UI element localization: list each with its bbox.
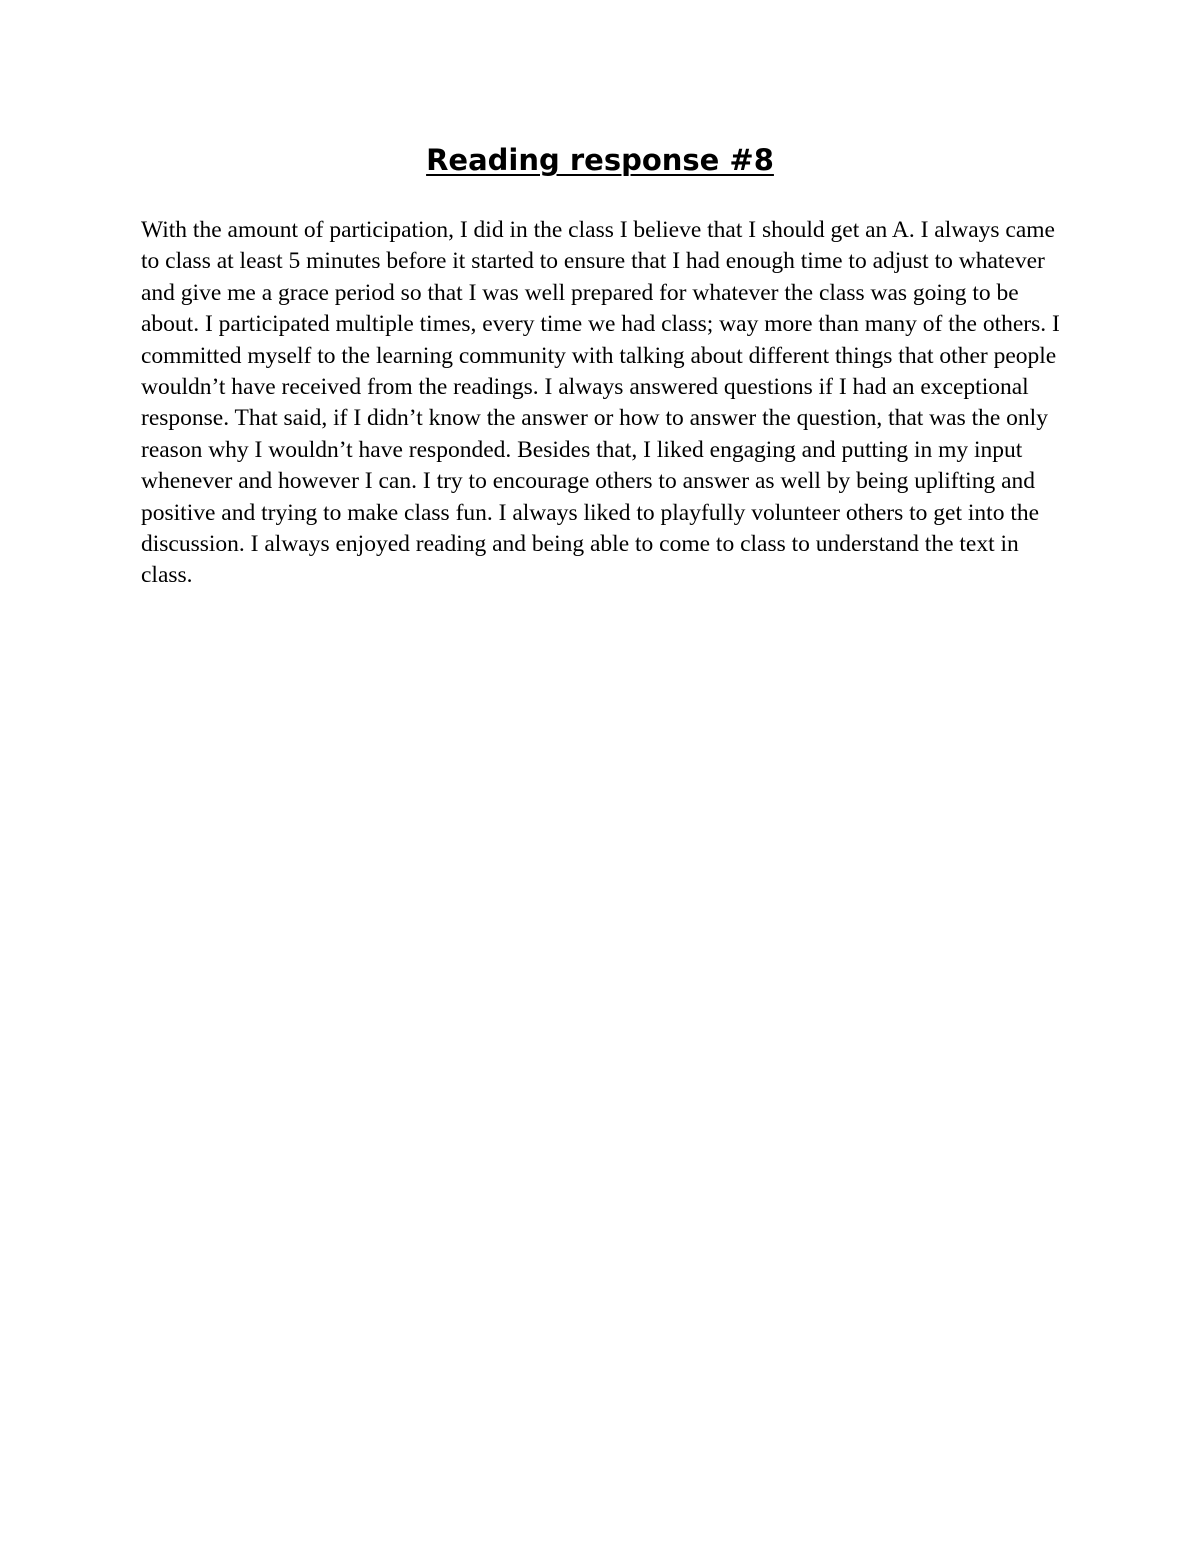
document-body-paragraph: With the amount of participation, I did in the class I believe that I should get an A. I always came to class at least 5 minutes before it started to ensure that I had enough time to adjust to whatever and give me a grace period so that I was well prepared for whatever the class was going to be about. I participated multiple times, every time we had class; way more than many of the others. I committed myself to the learning community with talking about different things that other people wouldn’t have received from the readings. I always answered questions if I had an exceptional response. That said, if I didn’t know the answer or how to answer the question, that was the only reason why I wouldn’t have responded. Besides that, I liked engaging and putting in my input whenever and however I can. I try to encourage others to answer as well by being uplifting and positive and trying to make class fun. I always liked to playfully volunteer others to get into the discussion. I always enjoyed reading and being able to come to class to understand the text in class. <box>141 217 1060 589</box>
document-title: Reading response #8 <box>426 143 774 177</box>
